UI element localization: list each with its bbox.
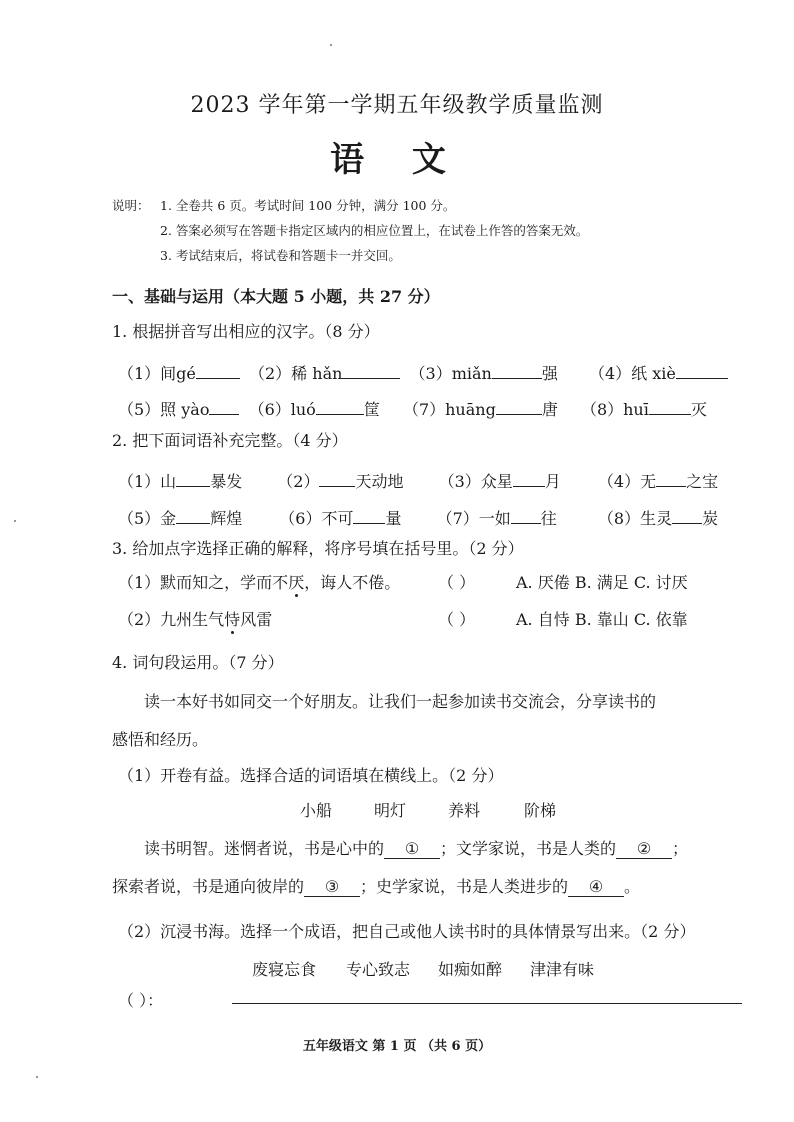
scan-speck (330, 44, 332, 46)
blank-line (513, 472, 545, 487)
blank-line (342, 364, 400, 379)
question-stem: 3. 给加点字选择正确的解释，将序号填在括号里。（2 分） (112, 539, 524, 558)
question-stem: 2. 把下面词语补充完整。（4 分） (112, 431, 348, 450)
fill-line-1: 读书明智。迷惘者说，书是心中的 ① ；文学家说，书是人类的 ② ； (144, 839, 689, 858)
numbered-blank: ③ (304, 877, 360, 897)
scan-speck (36, 1076, 38, 1078)
q1-row-2: （5）照 yào （6）luó 筐 （7）huāng 唐 （8）huī 灭 (118, 400, 707, 419)
blank-line (649, 400, 691, 415)
q2-row-1: （1）山 暴发 （2） 天动地 （3）众星 月 （4）无 之宝 (118, 472, 719, 491)
page-footer: 五年级语文 第 1 页 （共 6 页） (302, 1039, 492, 1054)
blank-line (176, 509, 210, 524)
q3-options: A. 自恃 B. 靠山 C. 依靠 (516, 610, 688, 629)
question-stem: 4. 词句段运用。（7 分） (112, 653, 284, 672)
paragraph-line: 读一本好书如同交一个好朋友。让我们一起参加读书交流会，分享读书的 (144, 692, 657, 711)
blank-line (196, 364, 240, 379)
subject-title: 语 文 (330, 140, 464, 180)
blank-line (511, 509, 541, 524)
numbered-blank: ② (616, 839, 672, 859)
blank-line (492, 364, 542, 379)
blank-line (676, 364, 728, 379)
fill-line-2: 探索者说，书是通向彼岸的 ③ ；史学家说，书是人类进步的 ④ 。 (112, 877, 641, 896)
blank-line (353, 509, 385, 524)
sub-question-stem: （1）开卷有益。选择合适的词语填在横线上。（2 分） (118, 766, 504, 785)
word-choice: 小船 (300, 801, 333, 820)
answer-label: （ ）： (118, 991, 164, 1010)
paragraph-line: 感悟和经历。 (112, 730, 209, 749)
q3-item-1: （1）默而知之，学而不厌，诲人不倦。 (118, 573, 401, 592)
instruction-item: 3. 考试结束后，将试卷和答题卡一并交回。 (160, 248, 401, 263)
blank-line (672, 509, 702, 524)
idiom-choice: 津津有味 (530, 960, 595, 979)
word-choice: 阶梯 (524, 801, 557, 820)
q2-row-2: （5）金 辉煌 （6）不可 量 （7）一如 往 （8）生灵 炭 (118, 509, 719, 528)
answer-paren: （ ） (438, 610, 476, 629)
dotted-char: 厌 (288, 573, 305, 592)
numbered-blank: ④ (568, 877, 624, 897)
numbered-blank: ① (384, 839, 440, 859)
q3-options: A. 厌倦 B. 满足 C. 讨厌 (516, 573, 688, 592)
answer-line (232, 1003, 742, 1004)
q3-item-2: （2）九州生气恃风雷 (118, 610, 273, 629)
idiom-choice: 如痴如醉 (438, 960, 503, 979)
blank-line (656, 472, 686, 487)
blank-line (176, 472, 210, 487)
idiom-choice: 专心致志 (346, 960, 411, 979)
sub-question-stem: （2）沉浸书海。选择一个成语，把自己或他人读书时的具体情景写出来。（2 分） (118, 922, 696, 941)
word-choice: 明灯 (374, 801, 407, 820)
blank-line (496, 400, 542, 415)
instruction-item: 1. 全卷共 6 页。考试时间 100 分钟，满分 100 分。 (160, 198, 456, 213)
blank-line (209, 400, 239, 415)
question-stem: 1. 根据拼音写出相应的汉字。（8 分） (112, 322, 380, 341)
scan-speck (14, 520, 16, 522)
idiom-choice: 废寝忘食 (252, 960, 317, 979)
dotted-char: 恃 (224, 610, 241, 629)
q1-row-1: （1）间gé （2）稀 hǎn （3）miǎn 强 （4）纸 xiè (118, 361, 728, 384)
blank-line (319, 472, 355, 487)
instruction-item: 2. 答案必须写在答题卡指定区域内的相应位置上，在试卷上作答的答案无效。 (160, 223, 589, 238)
answer-paren: （ ） (438, 573, 476, 592)
exam-title: 2023 学年第一学期五年级教学质量监测 (190, 93, 604, 118)
section-heading: 一、基础与运用（本大题 5 小题，共 27 分） (112, 287, 440, 306)
blank-line (316, 400, 364, 415)
word-choice: 养料 (448, 801, 481, 820)
instructions-label: 说明： (112, 198, 150, 213)
